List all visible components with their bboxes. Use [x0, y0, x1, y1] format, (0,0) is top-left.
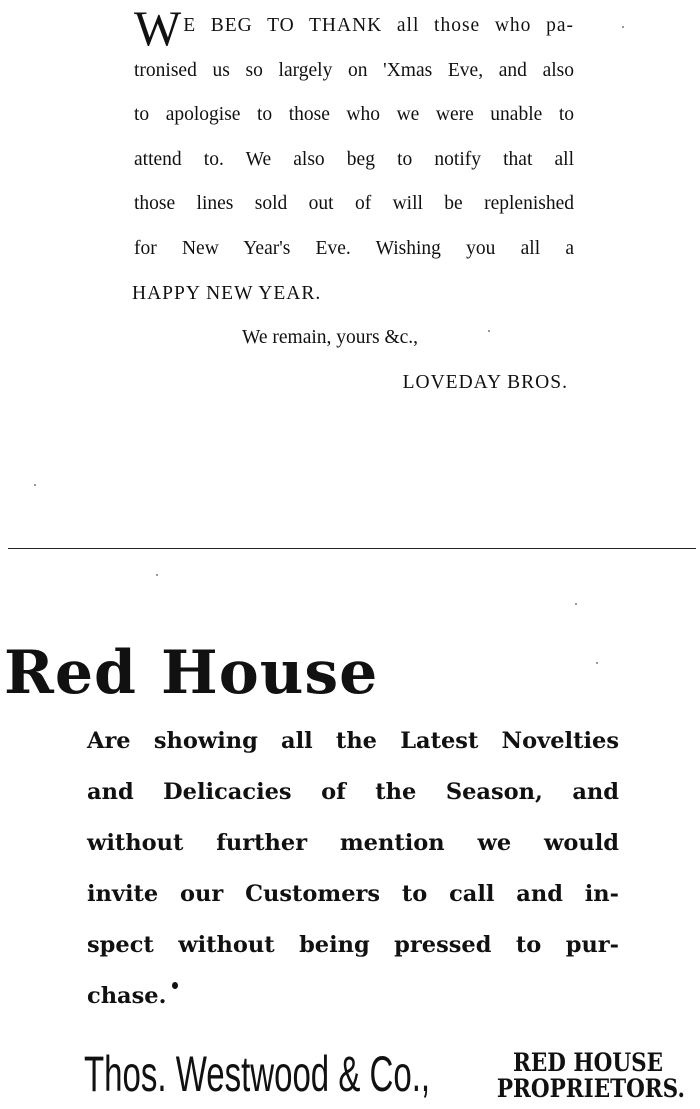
notice-line: HAPPY NEW YEAR. [132, 282, 322, 304]
notice-line: E BEG TO THANK all those who pa- [183, 15, 574, 36]
proprietor-name: Thos. Westwood & Co., [84, 1046, 431, 1102]
notice-signature: LOVEDAY BROS. [402, 371, 568, 393]
advert-title-word: House [161, 638, 379, 708]
role-line: PROPRIETORS. [496, 1074, 685, 1103]
role-line: RED HOUSE [512, 1048, 664, 1077]
notice-signoff: We remain, yours &c., [242, 327, 419, 349]
advert-title [4, 628, 378, 718]
notice-line: those lines sold out of will be replenished [134, 193, 574, 215]
loveday-notice [132, 0, 574, 405]
notice-line: tronised us so largely on 'Xmas Eve, and also [134, 59, 574, 81]
section-divider [8, 548, 696, 549]
advert-line: spect without being pressed to pur- [87, 932, 619, 958]
advert-line-last [87, 971, 619, 1022]
proprietor-role [482, 1050, 694, 1102]
ink-dot-icon [172, 982, 178, 989]
advert-line: Are showing all the Latest Novelties [87, 728, 619, 754]
notice-line: for New Year's Eve. Wishing you all a [134, 237, 574, 259]
dropcap-letter: W [134, 0, 182, 56]
advert-line: invite our Customers to call and in- [87, 881, 619, 907]
advert-body [87, 716, 619, 1022]
notice-line: to apologise to those who we were unable to [134, 104, 574, 126]
advert-title-word: Red [4, 638, 137, 708]
advert-line: and Delicacies of the Season, and [87, 779, 619, 805]
notice-line: attend to. We also beg to notify that all [134, 148, 574, 170]
advert-line: chase. [87, 983, 167, 1009]
advert-line: without further mention we would [87, 830, 619, 856]
